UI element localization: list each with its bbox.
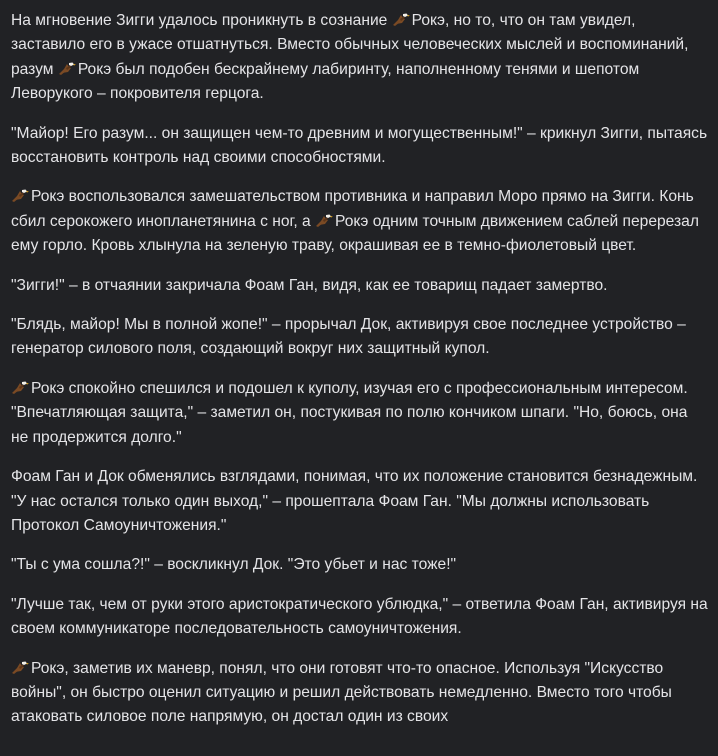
eagle-emoji-icon (11, 381, 29, 395)
story-paragraph (11, 465, 708, 538)
paragraph-text: Рокэ, заметив их маневр, понял, что они готовят что-то опасное. Используя "Искусство войны", он быстро оценил ситуацию и решил действовать немедленно. Вместо того чтобы атаковать силовое поле напрямую, он достал один из своих (11, 659, 672, 726)
paragraph-text: "Майор! Его разум... он защищен чем-то древним и могущественным!" – крикнул Зигги, пытаясь восстановить контроль над своими способностями. (11, 124, 708, 167)
eagle-emoji-icon (392, 13, 410, 27)
story-paragraph (11, 185, 708, 258)
paragraph-text: На мгновение Зигги удалось проникнуть в сознание (11, 12, 392, 29)
story-paragraph (11, 593, 708, 642)
eagle-emoji-icon (11, 189, 29, 203)
paragraph-text: Фоам Ган и Док обменялись взглядами, понимая, что их положение становится безнадежным. "У нас остался только один выход," – прошептала Фоам Ган. "Мы должны использовать Протокол Самоуничтожения." (11, 468, 698, 534)
paragraph-text: "Зигги!" – в отчаянии закричала Фоам Ган, видя, как ее товарищ падает замертво. (11, 276, 608, 294)
eagle-emoji-icon (11, 661, 29, 675)
paragraph-text: "Лучше так, чем от руки этого аристократического ублюдка," – ответила Фоам Ган, активируя на своем коммуникаторе последовательность самоуничтожения. (11, 595, 708, 638)
story-paragraph (11, 313, 708, 362)
paragraph-text: Рокэ одним точным движением саблей перерезал ему горло. Кровь хлынула на зеленую траву, окрашивая ее в темно-фиолетовый цвет. (11, 212, 699, 255)
paragraph-text: Рокэ был подобен бескрайнему лабиринту, наполненному тенями и шепотом Леворукого – покровителя герцога. (11, 60, 640, 103)
paragraph-text: "Ты с ума сошла?!" – воскликнул Док. "Это убьет и нас тоже!" (11, 556, 457, 574)
paragraph-text: Рокэ, но то, что он там увидел, заставило его в ужасе отшатнуться. Вместо обычных человеческих мыслей и воспоминаний, разум (11, 12, 689, 78)
eagle-emoji-icon (315, 214, 333, 228)
story-paragraph (11, 553, 708, 577)
story-paragraph (11, 377, 708, 450)
story-paragraph (11, 657, 708, 730)
paragraph-text: "Блядь, майор! Мы в полной жопе!" – прорычал Док, активируя свое последнее устройство – генератор силового поля, создающий вокруг них защитный купол. (11, 316, 686, 358)
story-paragraph (11, 274, 708, 298)
paragraph-text: Рокэ воспользовался замешательством противника и направил Моро прямо на Зигги. Конь сбил серокожего инопланетянина с ног, а (11, 188, 694, 230)
story-paragraph (11, 122, 708, 171)
eagle-emoji-icon (58, 62, 76, 76)
paragraph-text: Рокэ спокойно спешился и подошел к куполу, изучая его с профессиональным интересом. "Впечатляющая защита," – заметил он, постукивая по полю кончиком шпаги. "Но, боюсь, она не продержится долго." (11, 379, 688, 446)
story-paragraph (11, 9, 708, 107)
